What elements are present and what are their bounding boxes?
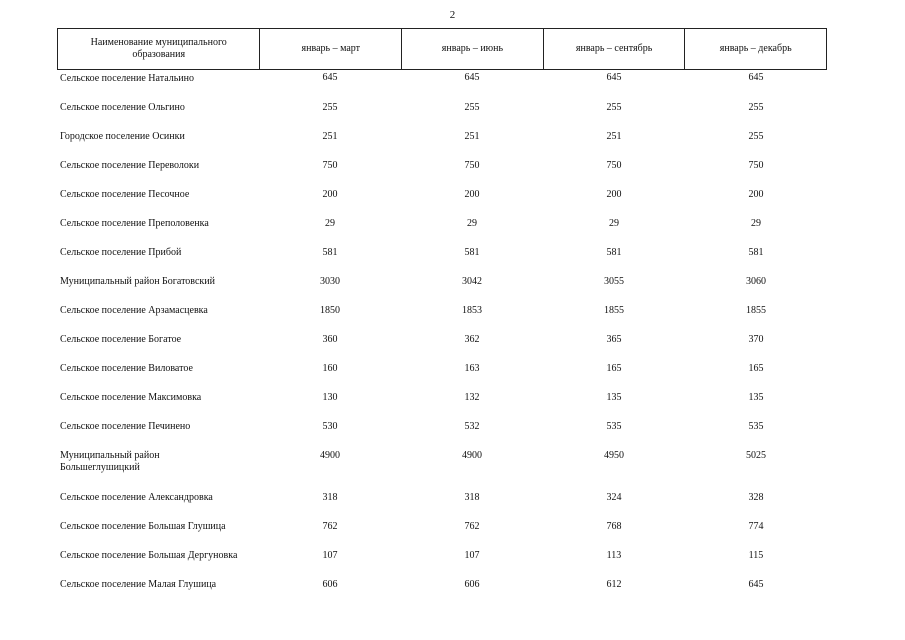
municipality-name: Городское поселение Осинки [60, 131, 185, 142]
value-cell: 645 [322, 72, 338, 83]
value-cell: 165 [606, 363, 622, 374]
value-cell: 318 [464, 492, 480, 503]
municipality-name: Сельское поселение Большая Дергуновка [60, 550, 238, 561]
table-row [57, 70, 827, 99]
municipality-name: Сельское поселение Песочное [60, 189, 190, 200]
value-cell: 200 [322, 189, 338, 200]
value-cell: 328 [748, 492, 764, 503]
value-cell: 255 [322, 102, 338, 113]
value-cell: 365 [606, 334, 622, 345]
table-row [57, 244, 827, 273]
table-row [57, 360, 827, 389]
municipality-name: Сельское поселение Натальино [60, 73, 194, 84]
value-cell: 29 [325, 218, 335, 229]
value-cell: 165 [748, 363, 764, 374]
value-cell: 132 [464, 392, 480, 403]
table-row [57, 157, 827, 186]
table-row [57, 215, 827, 244]
value-cell: 255 [464, 102, 480, 113]
cell-spacer [207, 447, 259, 489]
value-cell: 645 [748, 72, 764, 83]
value-cell: 318 [322, 492, 338, 503]
header-q1: январь – март [259, 29, 401, 69]
table-row [57, 576, 827, 605]
value-cell: 107 [322, 550, 338, 561]
value-cell: 581 [464, 247, 480, 258]
value-cell: 115 [748, 550, 764, 561]
value-cell: 750 [322, 160, 338, 171]
value-cell: 750 [606, 160, 622, 171]
value-cell: 1855 [746, 305, 766, 316]
municipality-name: Сельское поселение Максимовка [60, 392, 202, 403]
value-cell: 762 [322, 521, 338, 532]
value-cell: 4900 [462, 450, 482, 461]
municipality-name: Сельское поселение Александровка [60, 492, 213, 503]
value-cell: 160 [322, 363, 338, 374]
value-cell: 3060 [746, 276, 766, 287]
value-cell: 200 [606, 189, 622, 200]
table-row [57, 447, 827, 489]
table-body [57, 70, 827, 605]
value-cell: 255 [748, 102, 764, 113]
value-cell: 645 [464, 72, 480, 83]
table-header [57, 28, 827, 70]
table-row [57, 302, 827, 331]
table-row [57, 489, 827, 518]
municipality-name: Сельское поселение Печинено [60, 421, 191, 432]
value-cell: 768 [606, 521, 622, 532]
value-cell: 535 [748, 421, 764, 432]
municipality-name: Сельское поселение Большая Глушица [60, 521, 226, 532]
value-cell: 750 [464, 160, 480, 171]
value-cell: 370 [748, 334, 764, 345]
municipality-name: Сельское поселение Преполовенка [60, 218, 209, 229]
value-cell: 4950 [604, 450, 624, 461]
value-cell: 581 [748, 247, 764, 258]
header-year: январь – декабрь [684, 29, 826, 69]
table-row [57, 518, 827, 547]
value-cell: 130 [322, 392, 338, 403]
value-cell: 113 [606, 550, 622, 561]
header-h1: январь – июнь [401, 29, 543, 69]
value-cell: 135 [748, 392, 764, 403]
municipality-name: Сельское поселение Ольгино [60, 102, 185, 113]
value-cell: 200 [464, 189, 480, 200]
value-cell: 107 [464, 550, 480, 561]
value-cell: 530 [322, 421, 338, 432]
value-cell: 255 [748, 131, 764, 142]
value-cell: 1855 [604, 305, 624, 316]
header-9m: январь – сентябрь [543, 29, 685, 69]
value-cell: 532 [464, 421, 480, 432]
value-cell: 360 [322, 334, 338, 345]
municipality-name: Сельское поселение Арзамасцевка [60, 305, 208, 316]
value-cell: 645 [748, 579, 764, 590]
municipality-name: Муниципальный район Богатовский [60, 276, 215, 287]
value-cell: 5025 [746, 450, 766, 461]
table-row [57, 418, 827, 447]
value-cell: 581 [322, 247, 338, 258]
value-cell: 255 [606, 102, 622, 113]
table-row [57, 389, 827, 418]
value-cell: 362 [464, 334, 480, 345]
table-row [57, 273, 827, 302]
value-cell: 4900 [320, 450, 340, 461]
value-cell: 3030 [320, 276, 340, 287]
value-cell: 750 [748, 160, 764, 171]
municipality-name: Сельское поселение Переволоки [60, 160, 200, 171]
header-municipality: Наименование муниципального образования [90, 37, 227, 60]
value-cell: 163 [464, 363, 480, 374]
table-row [57, 99, 827, 128]
table-row [57, 547, 827, 576]
value-cell: 251 [464, 131, 480, 142]
value-cell: 29 [609, 218, 619, 229]
table-row [57, 186, 827, 215]
value-cell: 645 [606, 72, 622, 83]
value-cell: 762 [464, 521, 480, 532]
municipality-name: Сельское поселение Малая Глушица [60, 579, 217, 590]
municipality-name: Сельское поселение Прибой [60, 247, 182, 258]
municipality-name: Сельское поселение Богатое [60, 334, 182, 345]
value-cell: 581 [606, 247, 622, 258]
value-cell: 3042 [462, 276, 482, 287]
value-cell: 606 [322, 579, 338, 590]
table-row [57, 331, 827, 360]
municipality-name: Сельское поселение Виловатое [60, 363, 193, 374]
value-cell: 774 [748, 521, 764, 532]
value-cell: 29 [467, 218, 477, 229]
value-cell: 29 [751, 218, 761, 229]
municipality-name: Муниципальный район Большеглушицкий [60, 450, 160, 473]
value-cell: 251 [322, 131, 338, 142]
value-cell: 3055 [604, 276, 624, 287]
table-row [57, 128, 827, 157]
value-cell: 535 [606, 421, 622, 432]
value-cell: 135 [606, 392, 622, 403]
value-cell: 1850 [320, 305, 340, 316]
value-cell: 324 [606, 492, 622, 503]
page-number: 2 [449, 9, 456, 21]
value-cell: 1853 [462, 305, 482, 316]
value-cell: 606 [464, 579, 480, 590]
value-cell: 612 [606, 579, 622, 590]
value-cell: 200 [748, 189, 764, 200]
value-cell: 251 [606, 131, 622, 142]
